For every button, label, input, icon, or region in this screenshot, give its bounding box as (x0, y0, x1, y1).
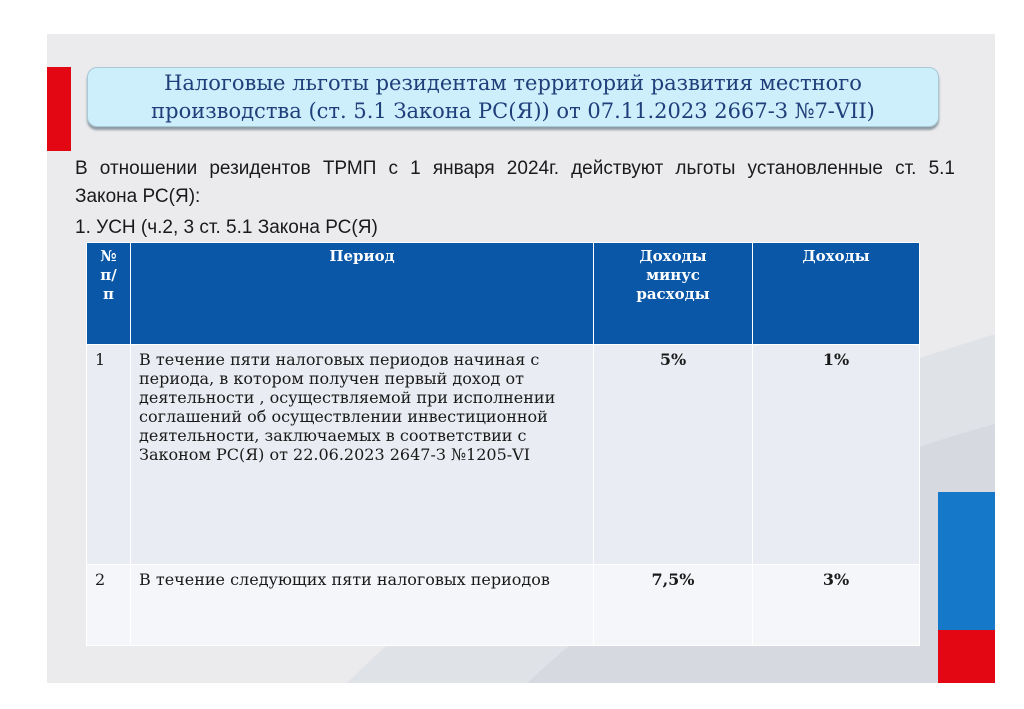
page-title (151, 69, 875, 125)
row-number: 1 (87, 345, 131, 565)
row-period: В течение следующих пяти налоговых периодов (131, 565, 594, 646)
tax-rates-table (86, 242, 920, 646)
flag-blue-stripe (938, 492, 995, 630)
red-accent-bar (47, 67, 71, 151)
header-period: Период (131, 243, 594, 345)
table-header-row (87, 243, 920, 345)
rate-income: 3% (753, 565, 920, 646)
section-heading: 1. УСН (ч.2, 3 ст. 5.1 Закона РС(Я) (75, 217, 378, 238)
header-income-minus-expenses: Доходы минус расходы (594, 243, 753, 345)
title-line-2: производства (ст. 5.1 Закона РС(Я)) от 07.11.2023 2667-З №7-VII) (151, 99, 875, 123)
table-row (87, 345, 920, 565)
intro-line-2: Закона РС(Я): (75, 186, 201, 207)
intro-line-1: В отношении резидентов ТРМП с 1 января 2024г. действуют льготы установленные ст. 5.1 (75, 158, 955, 179)
rate-income: 1% (753, 345, 920, 565)
header-income: Доходы (753, 243, 920, 345)
table-row (87, 565, 920, 646)
rate-income-minus-expenses: 7,5% (594, 565, 753, 646)
title-box (87, 67, 939, 127)
row-number: 2 (87, 565, 131, 646)
flag-red-stripe (938, 630, 995, 683)
row-period: В течение пяти налоговых периодов начиная с периода, в котором получен первый доход от деятельности , осуществляемой при исполнении соглашений об осуществлении инвестиционной деятельности, заключаемых в соответствии с Законом РС(Я) от 22.06.2023 2647-З №1205-VI (131, 345, 594, 565)
rate-income-minus-expenses: 5% (594, 345, 753, 565)
header-number: № п/ п (87, 243, 131, 345)
title-line-1: Налоговые льготы резидентам территорий развития местного (164, 71, 862, 95)
